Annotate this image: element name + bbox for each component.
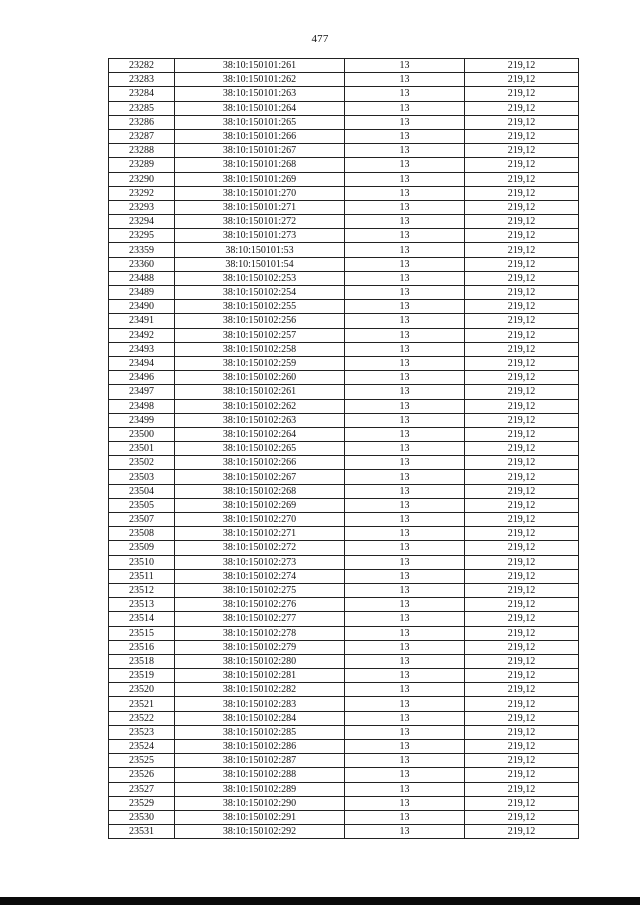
value-cell: 219,12 bbox=[465, 527, 579, 541]
value-cell: 219,12 bbox=[465, 115, 579, 129]
row-number-cell: 23502 bbox=[109, 456, 175, 470]
cadastral-number-cell: 38:10:150101:271 bbox=[175, 200, 345, 214]
value-cell: 219,12 bbox=[465, 442, 579, 456]
count-cell: 13 bbox=[345, 115, 465, 129]
count-cell: 13 bbox=[345, 697, 465, 711]
count-cell: 13 bbox=[345, 356, 465, 370]
table-row bbox=[109, 271, 579, 285]
row-number-cell: 23509 bbox=[109, 541, 175, 555]
table-row bbox=[109, 527, 579, 541]
table-row bbox=[109, 725, 579, 739]
value-cell: 219,12 bbox=[465, 356, 579, 370]
table-row bbox=[109, 626, 579, 640]
table-row bbox=[109, 754, 579, 768]
value-cell: 219,12 bbox=[465, 569, 579, 583]
value-cell: 219,12 bbox=[465, 484, 579, 498]
value-cell: 219,12 bbox=[465, 810, 579, 824]
row-number-cell: 23290 bbox=[109, 172, 175, 186]
table-row bbox=[109, 810, 579, 824]
cadastral-number-cell: 38:10:150101:269 bbox=[175, 172, 345, 186]
value-cell: 219,12 bbox=[465, 711, 579, 725]
value-cell: 219,12 bbox=[465, 513, 579, 527]
value-cell: 219,12 bbox=[465, 385, 579, 399]
cadastral-number-cell: 38:10:150102:271 bbox=[175, 527, 345, 541]
row-number-cell: 23489 bbox=[109, 286, 175, 300]
table-row bbox=[109, 385, 579, 399]
table-row bbox=[109, 427, 579, 441]
table-row bbox=[109, 356, 579, 370]
table-row bbox=[109, 328, 579, 342]
table-row bbox=[109, 612, 579, 626]
count-cell: 13 bbox=[345, 598, 465, 612]
count-cell: 13 bbox=[345, 796, 465, 810]
value-cell: 219,12 bbox=[465, 683, 579, 697]
row-number-cell: 23512 bbox=[109, 583, 175, 597]
count-cell: 13 bbox=[345, 612, 465, 626]
value-cell: 219,12 bbox=[465, 541, 579, 555]
count-cell: 13 bbox=[345, 413, 465, 427]
count-cell: 13 bbox=[345, 711, 465, 725]
row-number-cell: 23285 bbox=[109, 101, 175, 115]
table-row bbox=[109, 498, 579, 512]
row-number-cell: 23488 bbox=[109, 271, 175, 285]
cadastral-number-cell: 38:10:150102:264 bbox=[175, 427, 345, 441]
value-cell: 219,12 bbox=[465, 498, 579, 512]
row-number-cell: 23508 bbox=[109, 527, 175, 541]
count-cell: 13 bbox=[345, 87, 465, 101]
count-cell: 13 bbox=[345, 385, 465, 399]
row-number-cell: 23503 bbox=[109, 470, 175, 484]
count-cell: 13 bbox=[345, 583, 465, 597]
cadastral-number-cell: 38:10:150102:254 bbox=[175, 286, 345, 300]
count-cell: 13 bbox=[345, 669, 465, 683]
row-number-cell: 23493 bbox=[109, 342, 175, 356]
cadastral-number-cell: 38:10:150102:292 bbox=[175, 825, 345, 839]
row-number-cell: 23491 bbox=[109, 314, 175, 328]
table-row bbox=[109, 129, 579, 143]
row-number-cell: 23510 bbox=[109, 555, 175, 569]
row-number-cell: 23282 bbox=[109, 59, 175, 73]
table-row bbox=[109, 257, 579, 271]
table-row bbox=[109, 215, 579, 229]
row-number-cell: 23504 bbox=[109, 484, 175, 498]
count-cell: 13 bbox=[345, 513, 465, 527]
count-cell: 13 bbox=[345, 484, 465, 498]
cadastral-number-cell: 38:10:150101:268 bbox=[175, 158, 345, 172]
row-number-cell: 23286 bbox=[109, 115, 175, 129]
cadastral-number-cell: 38:10:150102:268 bbox=[175, 484, 345, 498]
table-row bbox=[109, 371, 579, 385]
count-cell: 13 bbox=[345, 314, 465, 328]
count-cell: 13 bbox=[345, 541, 465, 555]
page-number: 477 bbox=[311, 33, 329, 45]
value-cell: 219,12 bbox=[465, 583, 579, 597]
row-number-cell: 23287 bbox=[109, 129, 175, 143]
table-row bbox=[109, 115, 579, 129]
row-number-cell: 23531 bbox=[109, 825, 175, 839]
value-cell: 219,12 bbox=[465, 371, 579, 385]
row-number-cell: 23295 bbox=[109, 229, 175, 243]
value-cell: 219,12 bbox=[465, 413, 579, 427]
count-cell: 13 bbox=[345, 442, 465, 456]
value-cell: 219,12 bbox=[465, 215, 579, 229]
cadastral-number-cell: 38:10:150102:282 bbox=[175, 683, 345, 697]
cadastral-number-cell: 38:10:150102:267 bbox=[175, 470, 345, 484]
table-row bbox=[109, 186, 579, 200]
row-number-cell: 23523 bbox=[109, 725, 175, 739]
table-row bbox=[109, 782, 579, 796]
row-number-cell: 23496 bbox=[109, 371, 175, 385]
value-cell: 219,12 bbox=[465, 158, 579, 172]
table-row bbox=[109, 101, 579, 115]
cadastral-number-cell: 38:10:150101:264 bbox=[175, 101, 345, 115]
value-cell: 219,12 bbox=[465, 129, 579, 143]
value-cell: 219,12 bbox=[465, 654, 579, 668]
row-number-cell: 23283 bbox=[109, 73, 175, 87]
cadastral-number-cell: 38:10:150101:54 bbox=[175, 257, 345, 271]
cadastral-number-cell: 38:10:150102:266 bbox=[175, 456, 345, 470]
cadastral-number-cell: 38:10:150101:266 bbox=[175, 129, 345, 143]
row-number-cell: 23289 bbox=[109, 158, 175, 172]
count-cell: 13 bbox=[345, 144, 465, 158]
count-cell: 13 bbox=[345, 498, 465, 512]
count-cell: 13 bbox=[345, 399, 465, 413]
cadastral-number-cell: 38:10:150101:272 bbox=[175, 215, 345, 229]
cadastral-number-cell: 38:10:150102:263 bbox=[175, 413, 345, 427]
value-cell: 219,12 bbox=[465, 200, 579, 214]
table-row bbox=[109, 87, 579, 101]
value-cell: 219,12 bbox=[465, 286, 579, 300]
row-number-cell: 23498 bbox=[109, 399, 175, 413]
table-row bbox=[109, 314, 579, 328]
table-row bbox=[109, 683, 579, 697]
cadastral-number-cell: 38:10:150102:276 bbox=[175, 598, 345, 612]
row-number-cell: 23500 bbox=[109, 427, 175, 441]
cadastral-number-cell: 38:10:150101:261 bbox=[175, 59, 345, 73]
table-row bbox=[109, 711, 579, 725]
value-cell: 219,12 bbox=[465, 314, 579, 328]
value-cell: 219,12 bbox=[465, 555, 579, 569]
count-cell: 13 bbox=[345, 73, 465, 87]
row-number-cell: 23526 bbox=[109, 768, 175, 782]
count-cell: 13 bbox=[345, 640, 465, 654]
scan-bottom-edge bbox=[0, 897, 640, 905]
row-number-cell: 23515 bbox=[109, 626, 175, 640]
parcel-table bbox=[108, 58, 579, 839]
cadastral-number-cell: 38:10:150102:260 bbox=[175, 371, 345, 385]
table-row bbox=[109, 229, 579, 243]
count-cell: 13 bbox=[345, 286, 465, 300]
count-cell: 13 bbox=[345, 243, 465, 257]
cadastral-number-cell: 38:10:150102:288 bbox=[175, 768, 345, 782]
count-cell: 13 bbox=[345, 810, 465, 824]
count-cell: 13 bbox=[345, 328, 465, 342]
cadastral-number-cell: 38:10:150102:290 bbox=[175, 796, 345, 810]
value-cell: 219,12 bbox=[465, 669, 579, 683]
row-number-cell: 23360 bbox=[109, 257, 175, 271]
count-cell: 13 bbox=[345, 271, 465, 285]
value-cell: 219,12 bbox=[465, 300, 579, 314]
value-cell: 219,12 bbox=[465, 796, 579, 810]
table-row bbox=[109, 555, 579, 569]
cadastral-number-cell: 38:10:150101:53 bbox=[175, 243, 345, 257]
count-cell: 13 bbox=[345, 229, 465, 243]
cadastral-number-cell: 38:10:150102:278 bbox=[175, 626, 345, 640]
table-row bbox=[109, 59, 579, 73]
table-row bbox=[109, 243, 579, 257]
table-row bbox=[109, 484, 579, 498]
cadastral-number-cell: 38:10:150102:289 bbox=[175, 782, 345, 796]
row-number-cell: 23514 bbox=[109, 612, 175, 626]
row-number-cell: 23501 bbox=[109, 442, 175, 456]
value-cell: 219,12 bbox=[465, 612, 579, 626]
row-number-cell: 23499 bbox=[109, 413, 175, 427]
row-number-cell: 23516 bbox=[109, 640, 175, 654]
table-row bbox=[109, 470, 579, 484]
value-cell: 219,12 bbox=[465, 59, 579, 73]
table-row bbox=[109, 569, 579, 583]
row-number-cell: 23529 bbox=[109, 796, 175, 810]
cadastral-number-cell: 38:10:150102:259 bbox=[175, 356, 345, 370]
cadastral-number-cell: 38:10:150102:275 bbox=[175, 583, 345, 597]
row-number-cell: 23530 bbox=[109, 810, 175, 824]
count-cell: 13 bbox=[345, 754, 465, 768]
table-row bbox=[109, 583, 579, 597]
row-number-cell: 23505 bbox=[109, 498, 175, 512]
value-cell: 219,12 bbox=[465, 399, 579, 413]
row-number-cell: 23494 bbox=[109, 356, 175, 370]
count-cell: 13 bbox=[345, 470, 465, 484]
value-cell: 219,12 bbox=[465, 725, 579, 739]
count-cell: 13 bbox=[345, 257, 465, 271]
row-number-cell: 23525 bbox=[109, 754, 175, 768]
count-cell: 13 bbox=[345, 371, 465, 385]
value-cell: 219,12 bbox=[465, 144, 579, 158]
cadastral-number-cell: 38:10:150102:265 bbox=[175, 442, 345, 456]
row-number-cell: 23490 bbox=[109, 300, 175, 314]
cadastral-number-cell: 38:10:150102:257 bbox=[175, 328, 345, 342]
value-cell: 219,12 bbox=[465, 101, 579, 115]
cadastral-number-cell: 38:10:150102:281 bbox=[175, 669, 345, 683]
count-cell: 13 bbox=[345, 725, 465, 739]
count-cell: 13 bbox=[345, 300, 465, 314]
cadastral-number-cell: 38:10:150102:256 bbox=[175, 314, 345, 328]
cadastral-number-cell: 38:10:150102:283 bbox=[175, 697, 345, 711]
row-number-cell: 23288 bbox=[109, 144, 175, 158]
count-cell: 13 bbox=[345, 825, 465, 839]
value-cell: 219,12 bbox=[465, 697, 579, 711]
count-cell: 13 bbox=[345, 683, 465, 697]
row-number-cell: 23511 bbox=[109, 569, 175, 583]
value-cell: 219,12 bbox=[465, 782, 579, 796]
value-cell: 219,12 bbox=[465, 328, 579, 342]
count-cell: 13 bbox=[345, 59, 465, 73]
cadastral-number-cell: 38:10:150102:253 bbox=[175, 271, 345, 285]
row-number-cell: 23519 bbox=[109, 669, 175, 683]
cadastral-number-cell: 38:10:150101:267 bbox=[175, 144, 345, 158]
table-row bbox=[109, 654, 579, 668]
row-number-cell: 23520 bbox=[109, 683, 175, 697]
cadastral-number-cell: 38:10:150102:286 bbox=[175, 740, 345, 754]
value-cell: 219,12 bbox=[465, 186, 579, 200]
value-cell: 219,12 bbox=[465, 470, 579, 484]
cadastral-number-cell: 38:10:150101:263 bbox=[175, 87, 345, 101]
table-row bbox=[109, 172, 579, 186]
cadastral-number-cell: 38:10:150102:274 bbox=[175, 569, 345, 583]
table-row bbox=[109, 640, 579, 654]
count-cell: 13 bbox=[345, 129, 465, 143]
table-row bbox=[109, 768, 579, 782]
table-row bbox=[109, 513, 579, 527]
value-cell: 219,12 bbox=[465, 73, 579, 87]
count-cell: 13 bbox=[345, 782, 465, 796]
row-number-cell: 23292 bbox=[109, 186, 175, 200]
count-cell: 13 bbox=[345, 101, 465, 115]
cadastral-number-cell: 38:10:150102:291 bbox=[175, 810, 345, 824]
value-cell: 219,12 bbox=[465, 626, 579, 640]
table-row bbox=[109, 399, 579, 413]
cadastral-number-cell: 38:10:150101:265 bbox=[175, 115, 345, 129]
row-number-cell: 23284 bbox=[109, 87, 175, 101]
value-cell: 219,12 bbox=[465, 87, 579, 101]
count-cell: 13 bbox=[345, 654, 465, 668]
cadastral-number-cell: 38:10:150102:269 bbox=[175, 498, 345, 512]
table-row bbox=[109, 300, 579, 314]
row-number-cell: 23492 bbox=[109, 328, 175, 342]
row-number-cell: 23518 bbox=[109, 654, 175, 668]
table-row bbox=[109, 286, 579, 300]
table-row bbox=[109, 456, 579, 470]
row-number-cell: 23513 bbox=[109, 598, 175, 612]
cadastral-number-cell: 38:10:150101:270 bbox=[175, 186, 345, 200]
value-cell: 219,12 bbox=[465, 598, 579, 612]
value-cell: 219,12 bbox=[465, 229, 579, 243]
cadastral-number-cell: 38:10:150102:255 bbox=[175, 300, 345, 314]
table-row bbox=[109, 541, 579, 555]
value-cell: 219,12 bbox=[465, 754, 579, 768]
row-number-cell: 23527 bbox=[109, 782, 175, 796]
cadastral-number-cell: 38:10:150102:280 bbox=[175, 654, 345, 668]
value-cell: 219,12 bbox=[465, 740, 579, 754]
value-cell: 219,12 bbox=[465, 342, 579, 356]
count-cell: 13 bbox=[345, 555, 465, 569]
cadastral-number-cell: 38:10:150101:273 bbox=[175, 229, 345, 243]
count-cell: 13 bbox=[345, 456, 465, 470]
count-cell: 13 bbox=[345, 200, 465, 214]
cadastral-number-cell: 38:10:150102:273 bbox=[175, 555, 345, 569]
row-number-cell: 23294 bbox=[109, 215, 175, 229]
table-row bbox=[109, 413, 579, 427]
cadastral-number-cell: 38:10:150102:287 bbox=[175, 754, 345, 768]
row-number-cell: 23507 bbox=[109, 513, 175, 527]
count-cell: 13 bbox=[345, 158, 465, 172]
row-number-cell: 23497 bbox=[109, 385, 175, 399]
value-cell: 219,12 bbox=[465, 456, 579, 470]
row-number-cell: 23293 bbox=[109, 200, 175, 214]
row-number-cell: 23524 bbox=[109, 740, 175, 754]
count-cell: 13 bbox=[345, 569, 465, 583]
count-cell: 13 bbox=[345, 626, 465, 640]
value-cell: 219,12 bbox=[465, 768, 579, 782]
table-row bbox=[109, 144, 579, 158]
table-row bbox=[109, 697, 579, 711]
count-cell: 13 bbox=[345, 342, 465, 356]
cadastral-number-cell: 38:10:150102:284 bbox=[175, 711, 345, 725]
value-cell: 219,12 bbox=[465, 640, 579, 654]
cadastral-number-cell: 38:10:150102:285 bbox=[175, 725, 345, 739]
table-row bbox=[109, 825, 579, 839]
row-number-cell: 23522 bbox=[109, 711, 175, 725]
count-cell: 13 bbox=[345, 215, 465, 229]
table-row bbox=[109, 158, 579, 172]
cadastral-number-cell: 38:10:150102:272 bbox=[175, 541, 345, 555]
table-row bbox=[109, 73, 579, 87]
value-cell: 219,12 bbox=[465, 243, 579, 257]
table-row bbox=[109, 598, 579, 612]
value-cell: 219,12 bbox=[465, 825, 579, 839]
count-cell: 13 bbox=[345, 768, 465, 782]
value-cell: 219,12 bbox=[465, 257, 579, 271]
cadastral-number-cell: 38:10:150102:262 bbox=[175, 399, 345, 413]
cadastral-number-cell: 38:10:150102:277 bbox=[175, 612, 345, 626]
table-row bbox=[109, 200, 579, 214]
value-cell: 219,12 bbox=[465, 427, 579, 441]
cadastral-number-cell: 38:10:150102:258 bbox=[175, 342, 345, 356]
count-cell: 13 bbox=[345, 740, 465, 754]
table-row bbox=[109, 796, 579, 810]
count-cell: 13 bbox=[345, 172, 465, 186]
count-cell: 13 bbox=[345, 427, 465, 441]
table-row bbox=[109, 342, 579, 356]
value-cell: 219,12 bbox=[465, 172, 579, 186]
table-row bbox=[109, 669, 579, 683]
count-cell: 13 bbox=[345, 527, 465, 541]
count-cell: 13 bbox=[345, 186, 465, 200]
cadastral-number-cell: 38:10:150102:279 bbox=[175, 640, 345, 654]
cadastral-number-cell: 38:10:150102:270 bbox=[175, 513, 345, 527]
table-row bbox=[109, 740, 579, 754]
row-number-cell: 23359 bbox=[109, 243, 175, 257]
table-body bbox=[109, 59, 579, 839]
cadastral-number-cell: 38:10:150101:262 bbox=[175, 73, 345, 87]
row-number-cell: 23521 bbox=[109, 697, 175, 711]
value-cell: 219,12 bbox=[465, 271, 579, 285]
table-row bbox=[109, 442, 579, 456]
cadastral-number-cell: 38:10:150102:261 bbox=[175, 385, 345, 399]
